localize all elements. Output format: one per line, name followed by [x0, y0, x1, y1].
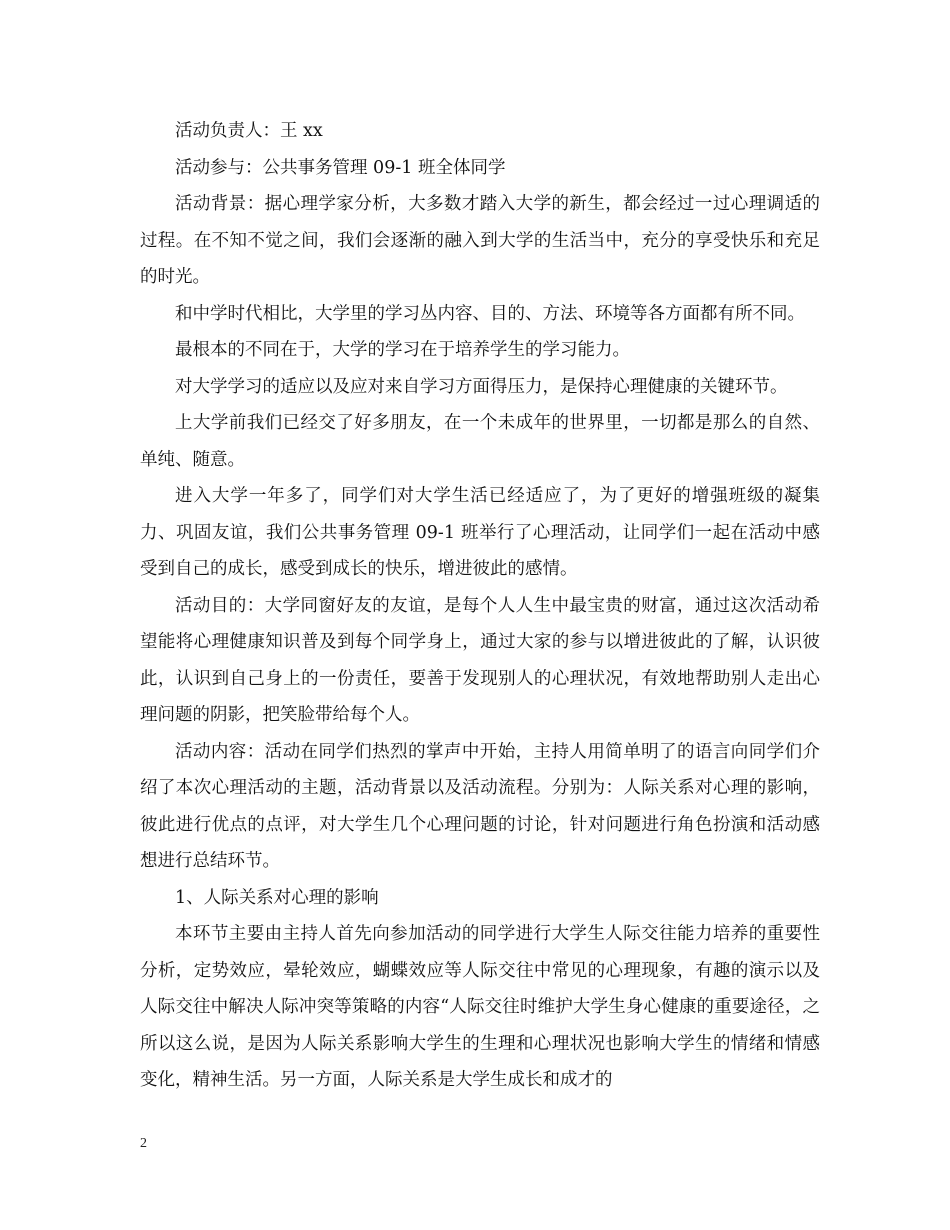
- paragraph-class-activity: 进入大学一年多了，同学们对大学生活已经适应了，为了更好的增强班级的凝集力、巩固友谊，我们公共事务管理 09-1 班举行了心理活动，让同学们一起在活动中感受到自己的成长，感受到成长的快乐，增进彼此的感情。: [140, 486, 820, 579]
- paragraph-fundamental-difference: 最根本的不同在于，大学的学习在于培养学生的学习能力。: [175, 340, 630, 360]
- paragraph-section-body: 本环节主要由主持人首先向参加活动的同学进行大学生人际交往能力培养的重要性分析，定势效应，晕轮效应，蝴蝶效应等人际交往中常见的心理现象，有趣的演示以及人际交往中解决人际冲突等策略的内容“人际交往时维护大学生身心健康的重要途径，之所以这么说，是因为人际关系影响大学生的生理和心理状况也影响大学生的情绪和情感变化，精神生活。另一方面，人际关系是大学生成长和成才的: [140, 924, 820, 1090]
- page-number: 2: [140, 1136, 147, 1151]
- paragraph-purpose: 活动目的：大学同窗好友的友谊，是每个人人生中最宝贵的财富，通过这次活动希望能将心理健康知识普及到每个同学身上，通过大家的参与以增进彼此的了解，认识彼此，认识到自己身上的一份责任，要善于发现别人的心理状况，有效地帮助别人走出心理问题的阴影，把笑脸带给每个人。: [140, 595, 820, 725]
- paragraph-participants: 活动参与：公共事务管理 09-1 班全体同学: [175, 157, 506, 178]
- paragraph-comparison: 和中学时代相比，大学里的学习丛内容、目的、方法、环境等各方面都有所不同。: [175, 303, 805, 324]
- section-heading-relationships: 1、人际关系对心理的影响: [175, 887, 379, 908]
- document-body: [140, 113, 820, 1099]
- paragraph-activity-leader: 活动负责人：王 xx: [175, 121, 323, 141]
- paragraph-content: 活动内容：活动在同学们热烈的掌声中开始，主持人用简单明了的语言向同学们介绍了本次心理活动的主题，活动背景以及活动流程。分别为：人际关系对心理的影响，彼此进行优点的点评，对大学生几个心理问题的讨论，针对问题进行角色扮演和活动感想进行总结环节。: [140, 741, 820, 871]
- paragraph-learning-pressure: 对大学学习的适应以及应对来自学习方面得压力，是保持心理健康的关键环节。: [175, 376, 788, 397]
- paragraph-background: 活动背景：据心理学家分析，大多数才踏入大学的新生，都会经过一过心理调适的过程。在不知不觉之间，我们会逐渐的融入到大学的生活当中，充分的享受快乐和充足的时光。: [140, 194, 820, 287]
- paragraph-friends: 上大学前我们已经交了好多朋友，在一个未成年的世界里，一切都是那么的自然、单纯、随意。: [140, 413, 820, 470]
